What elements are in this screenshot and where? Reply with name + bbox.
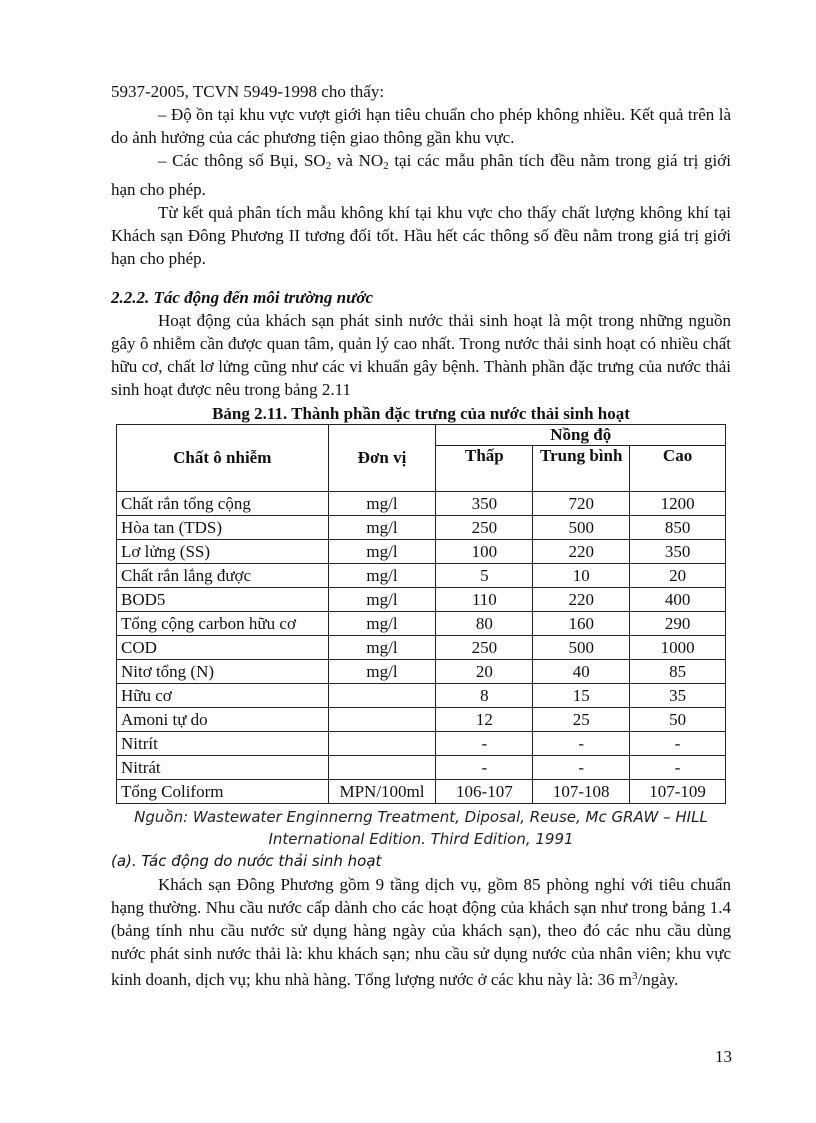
table-row (117, 492, 726, 516)
cell-low: - (436, 732, 533, 756)
cell-medium: 220 (533, 588, 630, 612)
cell-low: 100 (436, 540, 533, 564)
table-row (117, 564, 726, 588)
cell-high: - (630, 732, 726, 756)
cell-pollutant: Hòa tan (TDS) (117, 516, 329, 540)
cell-low: 106-107 (436, 780, 533, 804)
bullet-dust-text-1: – Các thông số Bụi, SO (158, 151, 326, 170)
cell-medium: 160 (533, 612, 630, 636)
subsection-paragraph (111, 873, 731, 991)
subsection-text-1: Khách sạn Đông Phương gồm 9 tầng dịch vụ, gồm 85 phòng nghỉ với tiêu chuẩn hạng thường. Nhu cầu nước cấp dành cho các hoạt động của khách sạn như trong bảng 1.4 (bảng tính nhu cầu nước sử dụng hàng ngày của khách sạn), theo đó các nhu cầu dùng nước phát sinh nước thải là: khu khách sạn; nhu cầu sử dụng nước của nhân viên; khu vực kinh doanh, dịch vụ; khu nhà hàng. Tổng lượng nước ở các khu này là: 36 m (111, 875, 731, 989)
intro-line: 5937-2005, TCVN 5949-1998 cho thấy: (111, 82, 385, 101)
table-row (117, 780, 726, 804)
cell-pollutant: Nitơ tổng (N) (117, 660, 329, 684)
cell-medium: 500 (533, 636, 630, 660)
cell-unit (328, 756, 436, 780)
cell-low: 80 (436, 612, 533, 636)
bullet-dust-text-2: và NO (331, 151, 384, 170)
superscript-m3: 3 (632, 970, 638, 982)
cell-medium: 15 (533, 684, 630, 708)
cell-unit (328, 732, 436, 756)
cell-low: 350 (436, 492, 533, 516)
cell-pollutant: Tổng cộng carbon hữu cơ (117, 612, 329, 636)
cell-medium: 500 (533, 516, 630, 540)
subsection-text-2: /ngày. (637, 970, 679, 989)
section-heading: 2.2.2. Tác động đến môi trường nước (111, 288, 373, 307)
cell-unit (328, 684, 436, 708)
table-source (111, 806, 731, 850)
cell-pollutant: Hữu cơ (117, 684, 329, 708)
table-row (117, 636, 726, 660)
cell-unit: MPN/100ml (328, 780, 436, 804)
cell-low: 20 (436, 660, 533, 684)
cell-low: 250 (436, 636, 533, 660)
cell-high: 107-109 (630, 780, 726, 804)
cell-unit: mg/l (328, 492, 436, 516)
cell-pollutant: Nitrít (117, 732, 329, 756)
cell-high: 50 (630, 708, 726, 732)
cell-pollutant: Tổng Coliform (117, 780, 329, 804)
cell-high: - (630, 756, 726, 780)
subscript-so2: 2 (325, 160, 332, 172)
section-paragraph: Hoạt động của khách sạn phát sinh nước thải sinh hoạt là một trong những nguồn gây ô nhiễm cần được quan tâm, quản lý cao nhất. Trong nước thải sinh hoạt có nhiều chất hữu cơ, chất lơ lửng cũng như các vi khuẩn gây bệnh. Thành phần đặc trưng của nước thải sinh hoạt được nêu trong bảng 2.11 (111, 311, 731, 399)
source-line-1: Nguồn: Wastewater Enginnerng Treatment, Diposal, Reuse, Mc GRAW – HILL (134, 808, 708, 826)
bullet-dust (111, 149, 731, 201)
source-line-2: International Edition. Third Edition, 1991 (268, 830, 574, 848)
header-unit: Đơn vị (328, 425, 436, 492)
table-row (117, 660, 726, 684)
header-pollutant: Chất ô nhiễm (117, 425, 329, 492)
table-row (117, 516, 726, 540)
cell-pollutant: Lơ lửng (SS) (117, 540, 329, 564)
cell-pollutant: Nitrát (117, 756, 329, 780)
table-row (117, 708, 726, 732)
cell-pollutant: BOD5 (117, 588, 329, 612)
cell-unit (328, 708, 436, 732)
cell-high: 35 (630, 684, 726, 708)
cell-unit: mg/l (328, 540, 436, 564)
cell-low: 8 (436, 684, 533, 708)
cell-pollutant: Chất rắn tổng cộng (117, 492, 329, 516)
table-row (117, 684, 726, 708)
cell-medium: 25 (533, 708, 630, 732)
table-row (117, 732, 726, 756)
cell-high: 350 (630, 540, 726, 564)
subscript-no2: 2 (383, 160, 389, 172)
header-concentration: Nồng độ (436, 425, 726, 446)
cell-medium: - (533, 756, 630, 780)
cell-unit: mg/l (328, 516, 436, 540)
cell-high: 1000 (630, 636, 726, 660)
cell-medium: 220 (533, 540, 630, 564)
cell-unit: mg/l (328, 612, 436, 636)
cell-medium: - (533, 732, 630, 756)
cell-low: 12 (436, 708, 533, 732)
subsection-title: (a). Tác động do nước thải sinh hoạt (111, 852, 382, 870)
cell-low: 5 (436, 564, 533, 588)
table-caption: Bảng 2.11. Thành phần đặc trưng của nước thải sinh hoạt (212, 404, 630, 423)
bullet-dust-text-3: tại các mẫu phân tích đều nằm trong giá trị giới hạn cho phép. (111, 151, 731, 199)
table-row (117, 612, 726, 636)
cell-medium: 10 (533, 564, 630, 588)
wastewater-table (116, 424, 726, 804)
header-high: Cao (630, 446, 726, 492)
cell-pollutant: Chất rắn lắng được (117, 564, 329, 588)
cell-unit: mg/l (328, 660, 436, 684)
cell-unit: mg/l (328, 588, 436, 612)
table-row (117, 588, 726, 612)
cell-high: 850 (630, 516, 726, 540)
cell-medium: 107-108 (533, 780, 630, 804)
document-page (111, 80, 731, 991)
cell-high: 1200 (630, 492, 726, 516)
bullet-noise: – Độ ồn tại khu vực vượt giới hạn tiêu chuẩn cho phép không nhiều. Kết quả trên là do ảnh hưởng của các phương tiện giao thông gần khu vực. (111, 105, 731, 147)
page-number: 13 (715, 1047, 732, 1066)
cell-high: 290 (630, 612, 726, 636)
conclusion-paragraph: Từ kết quả phân tích mẫu không khí tại khu vực cho thấy chất lượng không khí tại Khách sạn Đông Phương II tương đối tốt. Hầu hết các thông số đều nằm trong giá trị giới hạn cho phép. (111, 203, 731, 268)
cell-medium: 40 (533, 660, 630, 684)
cell-medium: 720 (533, 492, 630, 516)
cell-low: 250 (436, 516, 533, 540)
table-row (117, 540, 726, 564)
cell-low: - (436, 756, 533, 780)
cell-unit: mg/l (328, 564, 436, 588)
cell-high: 20 (630, 564, 726, 588)
cell-low: 110 (436, 588, 533, 612)
header-medium: Trung bình (533, 446, 630, 492)
cell-unit: mg/l (328, 636, 436, 660)
cell-high: 400 (630, 588, 726, 612)
cell-high: 85 (630, 660, 726, 684)
header-low: Thấp (436, 446, 533, 492)
table-row (117, 756, 726, 780)
cell-pollutant: COD (117, 636, 329, 660)
cell-pollutant: Amoni tự do (117, 708, 329, 732)
